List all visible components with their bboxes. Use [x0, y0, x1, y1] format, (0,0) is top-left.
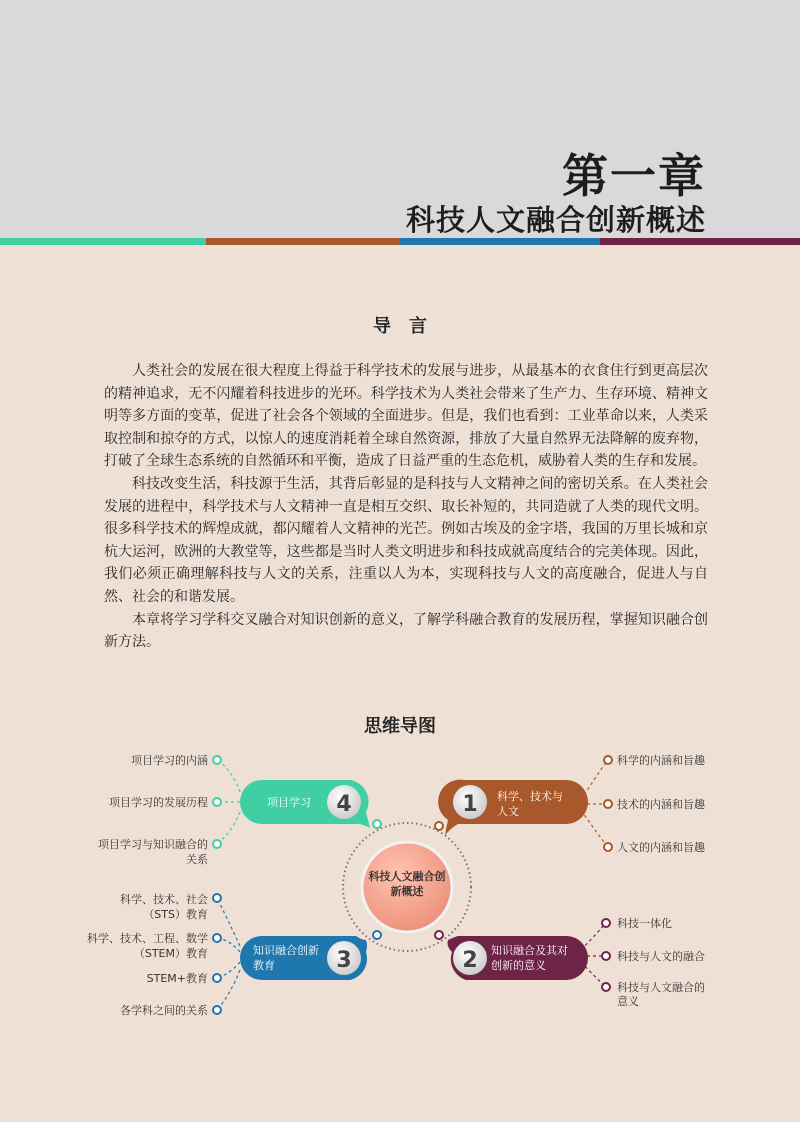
leaf-label: 科技与人文的融合 — [617, 950, 705, 963]
leaf-label: 意义 — [617, 995, 639, 1008]
intro-paragraph: 科技改变生活，科技源于生活，其背后彰显的是科技与人文精神之间的密切关系。在人类社会发展的进程中，科学技术与人文精神一直是相互交织、取长补短的，共同造就了人类的现代文明。很多科学技术的辉煌成就，都闪耀着人文精神的光芒。例如古埃及的金字塔，我国的万里长城和京杭大运河，欧洲的大教堂等，这些都是当时人类文明进步和科技成就高度结合的完美体现。因此，我们必须正确理解科技与人文的关系，注重以人为本，实现科技与人文的高度融合，促进人与自然、社会的和谐发展。 — [104, 475, 708, 605]
leaf-label: 各学科之间的关系 — [120, 1004, 208, 1017]
leaf-label: STEM+教育 — [146, 972, 208, 985]
branch-label: 知识融合及其对 — [491, 944, 568, 957]
intro-paragraph: 本章将学习学科交叉融合对知识创新的意义，了解学科融合教育的发展历程，掌握知识融合创新方法。 — [104, 611, 708, 651]
leaf-label: 科学的内涵和旨趣 — [617, 754, 705, 767]
branch-number: 2 — [462, 948, 478, 973]
connector-dot — [373, 931, 381, 939]
mind-map-diagram — [0, 740, 800, 1060]
branch-3 — [87, 892, 367, 1017]
branch-number: 1 — [462, 792, 478, 817]
chapter-title: 第一章 — [562, 149, 706, 203]
branch-2 — [448, 916, 706, 1008]
stripe-plum — [600, 238, 800, 245]
branch-number: 3 — [336, 948, 352, 973]
leaf-label: 科技与人文融合的 — [617, 981, 705, 994]
branch-1 — [438, 753, 705, 854]
stripe-teal — [0, 238, 206, 245]
leaf-label: 科学、技术、工程、数学 — [87, 932, 208, 945]
center-label: 科技人文融合创 — [368, 870, 446, 883]
branch-label: 科学、技术与 — [497, 790, 563, 803]
branch-4 — [98, 753, 370, 866]
branch-label: 教育 — [253, 959, 275, 972]
intro-paragraph: 人类社会的发展在很大程度上得益于科学技术的发展与进步，从最基本的衣食住行到更高层次的精神追求，无不闪耀着科技进步的光环。科学技术为人类社会带来了生产力、生存环境、精神文明等多方面的变革，促进了社会各个领域的全面进步。但是，我们也看到：工业革命以来，人类采取控制和掠夺的方式，以惊人的速度消耗着全球自然资源，排放了大量自然界无法降解的废弃物，打破了全球生态系统的自然循环和平衡，造成了日益严重的生态危机，威胁着人类的生存和发展。 — [104, 363, 708, 470]
branch-label: 人文 — [497, 805, 519, 818]
intro-heading: 导言 — [373, 316, 445, 337]
branch-label: 知识融合创新 — [253, 944, 319, 957]
branch-label: 创新的意义 — [491, 959, 546, 972]
mindmap-title: 思维导图 — [364, 716, 436, 737]
connector-dot — [373, 820, 381, 828]
intro-body — [104, 360, 708, 654]
leaf-label: 技术的内涵和旨趣 — [617, 798, 705, 811]
chapter-subtitle: 科技人文融合创新概述 — [405, 203, 706, 237]
leaf-label: 科技一体化 — [617, 917, 672, 930]
leaf-label: （STS）教育 — [143, 908, 208, 921]
leaf-label: 项目学习的内涵 — [131, 754, 208, 767]
leaf-label: 科学、技术、社会 — [120, 893, 208, 906]
branch-number: 4 — [336, 792, 352, 817]
leaf-label: 项目学习的发展历程 — [109, 796, 208, 809]
connector-dot — [435, 931, 443, 939]
connector-dot — [435, 822, 443, 830]
stripe-brown — [206, 238, 400, 245]
branch-label: 项目学习 — [267, 796, 311, 809]
leaf-label: （STEM）教育 — [133, 947, 208, 960]
center-label: 新概述 — [390, 885, 424, 898]
stripe-blue — [400, 238, 600, 245]
leaf-label: 项目学习与知识融合的 — [98, 838, 208, 851]
leaf-label: 人文的内涵和旨趣 — [617, 841, 705, 854]
leaf-label: 关系 — [186, 853, 208, 866]
